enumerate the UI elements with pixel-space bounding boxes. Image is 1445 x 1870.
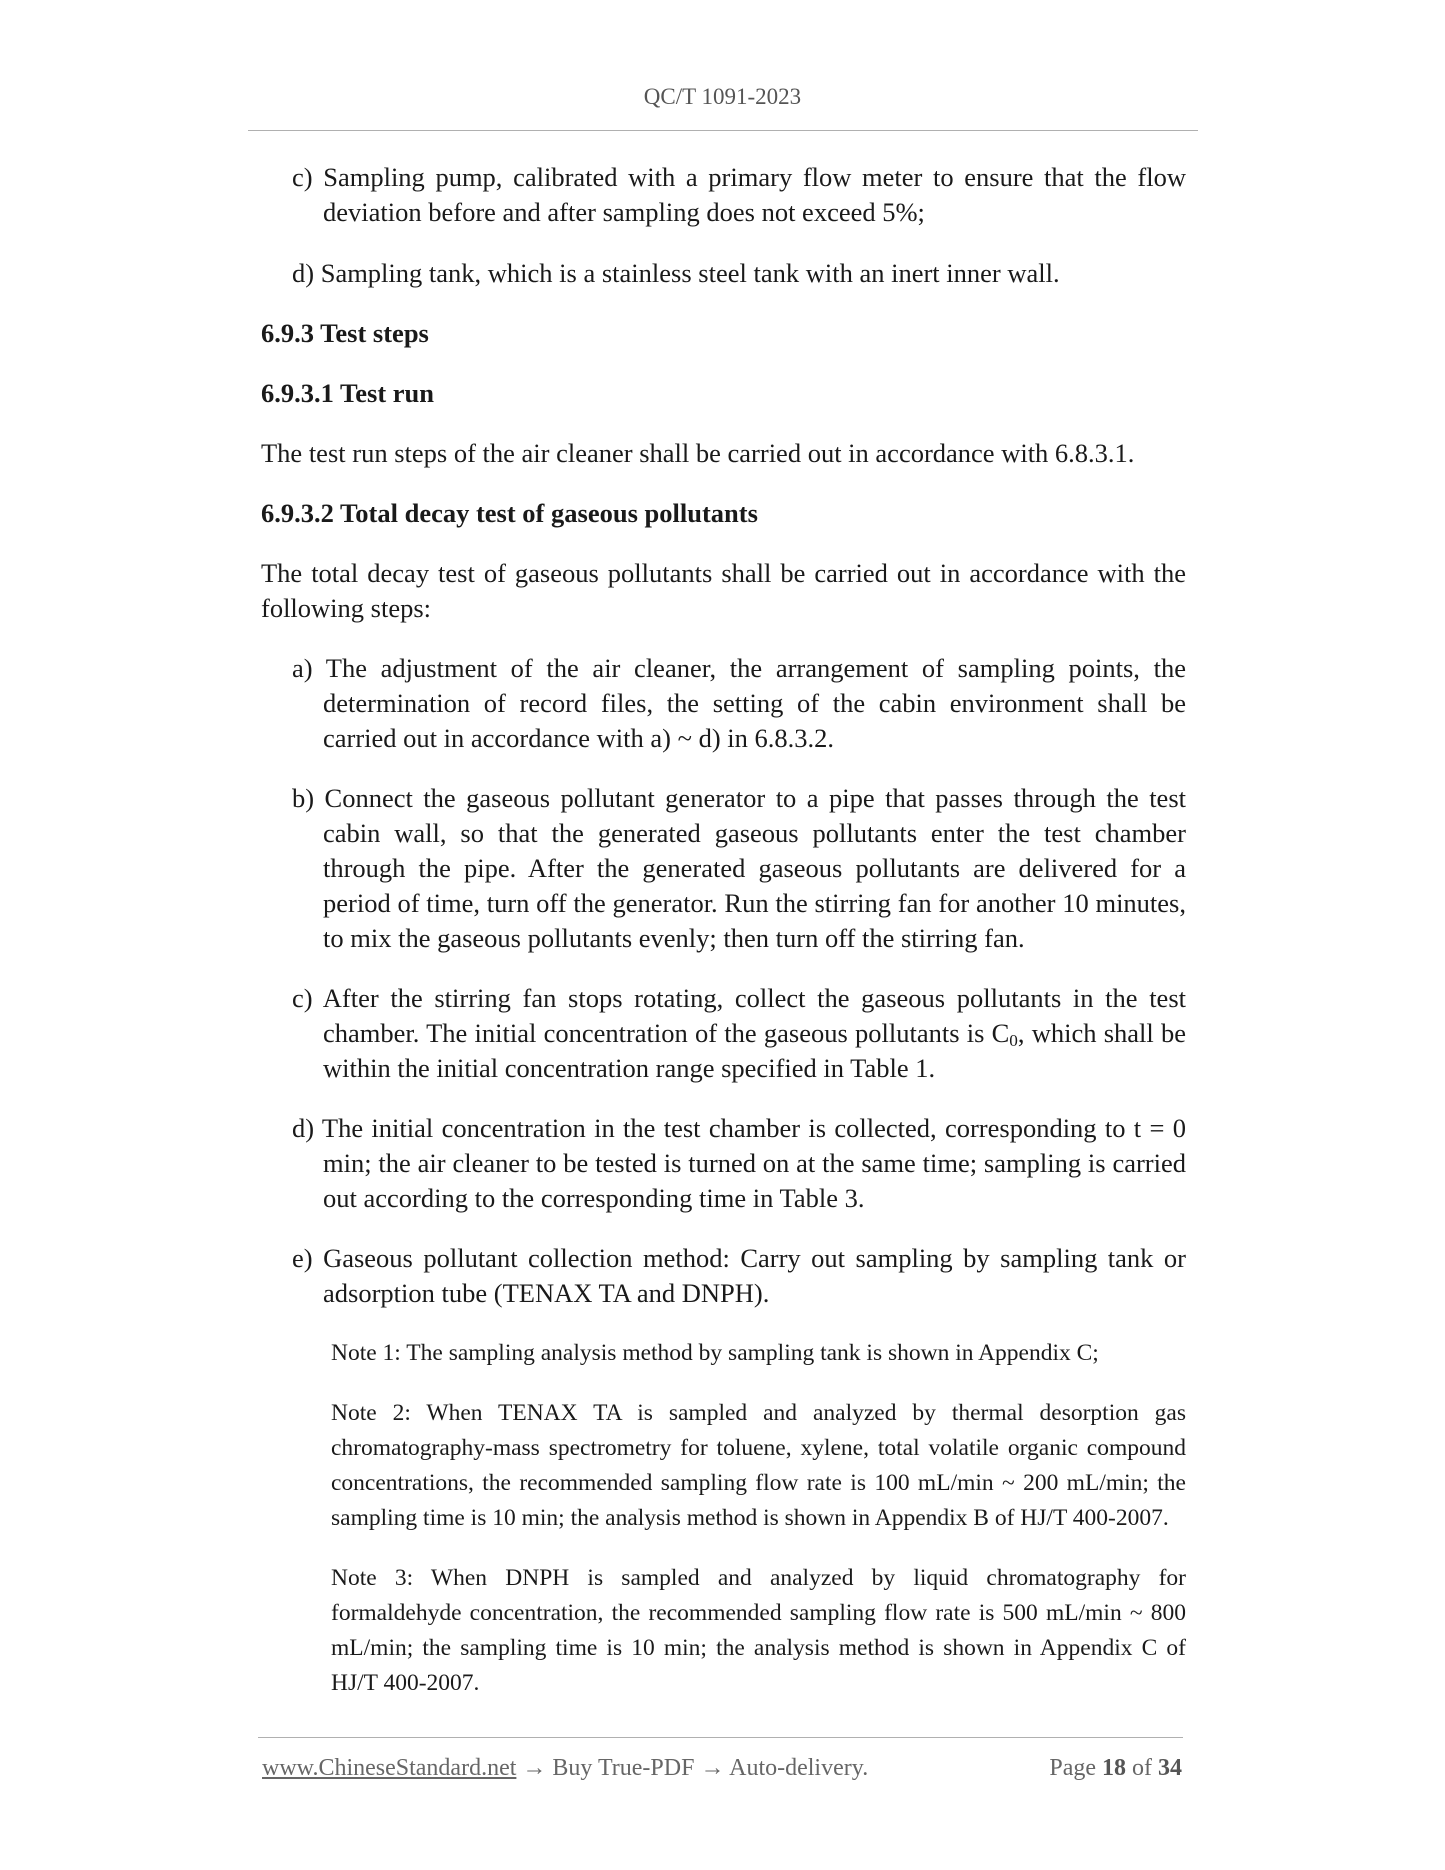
- step-c: [292, 981, 1186, 1086]
- heading-6-9-3-1: 6.9.3.1 Test run: [261, 378, 435, 408]
- step-c-text: c) After the stirring fan stops rotating, collect the gaseous pollutants in the test chamber. The initial concentration of the gaseous pollutants is C: [292, 983, 1186, 1048]
- list-item-c: c) Sampling pump, calibrated with a primary flow meter to ensure that the flow deviation before and after sampling does not exceed 5%;: [292, 162, 1186, 227]
- list-item-d: d) Sampling tank, which is a stainless steel tank with an inert inner wall.: [292, 258, 1060, 288]
- page-indicator: [1049, 1755, 1182, 1782]
- step-e: e) Gaseous pollutant collection method: Carry out sampling by sampling tank or adsorption tube (TENAX TA and DNPH).: [292, 1243, 1186, 1308]
- step-c-subscript: 0: [1009, 1031, 1018, 1050]
- of-label: of: [1132, 1755, 1152, 1781]
- note-3: Note 3: When DNPH is sampled and analyzed by liquid chromatography for formaldehyde concentration, the recommended sampling flow rate is 500 mL/min ~ 800 mL/min; the sampling time is 10 min; the analysis method is shown in Appendix C of HJ/T 400-2007.: [331, 1565, 1186, 1696]
- page-body: [261, 160, 1186, 1701]
- paragraph-decay-test: The total decay test of gaseous pollutants shall be carried out in accordance with the following steps:: [261, 558, 1186, 623]
- page-label: Page: [1049, 1755, 1096, 1781]
- note-1: Note 1: The sampling analysis method by sampling tank is shown in Appendix C;: [331, 1340, 1099, 1366]
- heading-6-9-3-2: 6.9.3.2 Total decay test of gaseous pollutants: [261, 498, 758, 528]
- page-footer: [262, 1755, 1182, 1782]
- page-total: 34: [1158, 1755, 1182, 1781]
- header-divider: [248, 130, 1198, 131]
- running-header: QC/T 1091-2023: [643, 84, 802, 109]
- footer-divider: [258, 1737, 1183, 1738]
- site-link[interactable]: www.ChineseStandard.net: [262, 1755, 517, 1781]
- footer-promo: → Buy True-PDF → Auto-delivery.: [516, 1755, 869, 1781]
- heading-6-9-3: 6.9.3 Test steps: [261, 318, 429, 348]
- note-2: Note 2: When TENAX TA is sampled and analyzed by thermal desorption gas chromatography-mass spectrometry for toluene, xylene, total volatile organic compound concentrations, the recommended sampling flow rate is 100 mL/min ~ 200 mL/min; the sampling time is 10 min; the analysis method is shown in Appendix B of HJ/T 400-2007.: [331, 1400, 1186, 1531]
- step-a: a) The adjustment of the air cleaner, the arrangement of sampling points, the determination of record files, the setting of the cabin environment shall be carried out in accordance with a) ~ d) in 6.8.3.2.: [292, 653, 1186, 753]
- page-number: 18: [1102, 1755, 1126, 1781]
- step-b: b) Connect the gaseous pollutant generator to a pipe that passes through the test cabin wall, so that the generated gaseous pollutants enter the test chamber through the pipe. After the generated gaseous pollutants are delivered for a period of time, turn off the generator. Run the stirring fan for another 10 minutes, to mix the gaseous pollutants evenly; then turn off the stirring fan.: [292, 783, 1186, 953]
- step-c-text-end: , which shall be within the initial concentration range specified in Table 1.: [323, 1018, 1186, 1083]
- step-d: d) The initial concentration in the test chamber is collected, corresponding to t = 0 min; the air cleaner to be tested is turned on at the same time; sampling is carried out according to the corresponding time in Table 3.: [292, 1113, 1186, 1213]
- footer-left: [262, 1755, 868, 1782]
- paragraph-test-run: The test run steps of the air cleaner shall be carried out in accordance with 6.8.3.1.: [261, 438, 1135, 468]
